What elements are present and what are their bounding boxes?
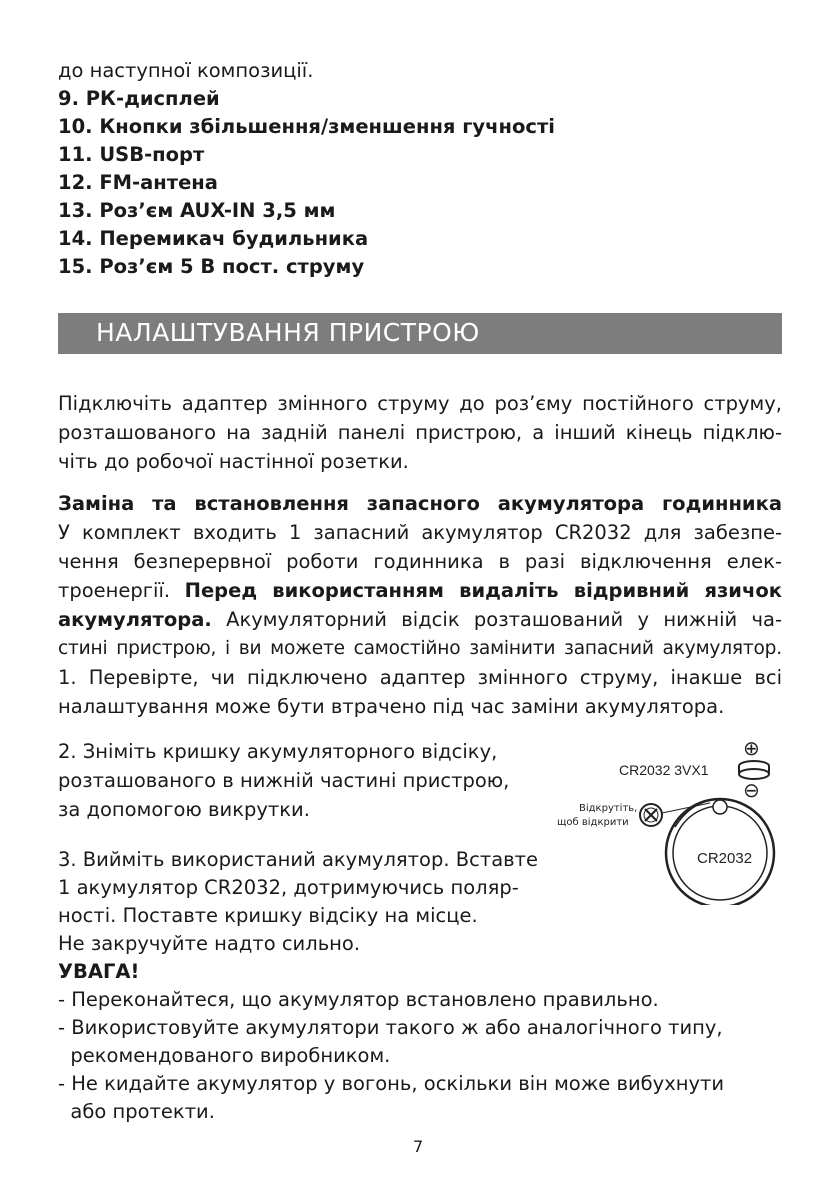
setup-line: Підключіть адаптер змінного струму до роз’єму постійного струму, [58,392,782,415]
step2-line: за допомогою викрутки. [58,798,310,821]
list-item: 13. Роз’єм AUX-IN 3,5 мм [58,199,336,222]
device-outline [666,799,774,905]
setup-line: розташованого на задній панелі пристрою, а інший кінець підклю- [58,421,782,444]
battery-line-mixed [58,606,782,635]
battery-line-mixed [58,577,782,606]
setup-line: чіть до робочої настінної розетки. [58,450,409,473]
section-banner [58,313,782,354]
list-item: 14. Перемикач будильника [58,227,369,250]
battery-line: налаштування може бути втрачено під час заміни акумулятора. [58,695,725,718]
step3-line: Не закручуйте надто сильно. [58,932,361,955]
battery-line: стині пристрою, і ви можете самостійно замінити запасний акумулятор. [58,638,782,659]
step3-line: 1 акумулятор CR2032, дотримуючись поляр- [58,876,519,899]
plus-icon: ⊕ [743,736,760,760]
battery-text: троенергії. [58,579,171,602]
battery-warning-text: Перед використанням видаліть відривний язичок [184,579,782,602]
coin-battery-icon [739,736,769,802]
battery-line: чення безперервної роботи годинника в разі відключення елек- [58,550,782,573]
battery-warning-text: акумулятора. [58,608,212,631]
warning-line: - Не кидайте акумулятор у вогонь, оскільки він може вибухнути [58,1072,725,1095]
list-item: 9. РК-дисплей [58,87,220,110]
cover-label: CR2032 [697,850,753,867]
list-item: 12. FM-антена [58,171,218,194]
section-title: НАЛАШТУВАННЯ ПРИСТРОЮ [96,318,480,347]
list-item: 10. Кнопки збільшення/зменшення гучності [58,115,555,138]
warning-line: або протекти. [58,1100,215,1123]
warning-line: - Переконайтеся, що акумулятор встановлено правильно. [58,988,659,1011]
screw-caption: щоб відкрити [557,817,629,828]
battery-diagram [535,735,785,905]
step2-line: розташованого в нижній частині пристрою, [58,769,510,792]
warning-title: УВАГА! [58,960,140,983]
battery-label: CR2032 3VX1 [619,762,709,778]
step3-line: 3. Вийміть використаний акумулятор. Вставте [58,848,538,871]
minus-icon: ⊖ [743,778,760,802]
screw-caption: Відкрутіть, [579,803,638,814]
list-item: 11. USB-порт [58,143,205,166]
page-number: 7 [413,1137,424,1156]
warning-line: - Використовуйте акумулятори такого ж або аналогічного типу, [58,1016,723,1039]
warning-line: рекомендованого виробником. [58,1044,391,1067]
list-item: 15. Роз’єм 5 В пост. струму [58,255,365,278]
battery-line: 1. Перевірте, чи підключено адаптер змінного струму, інакше всі [58,666,782,689]
battery-heading: Заміна та встановлення запасного акумулятора годинника [58,492,782,515]
step3-line: ності. Поставте кришку відсіку на місце. [58,904,478,927]
intro-tail: до наступної композиції. [58,59,314,82]
battery-line: У комплект входить 1 запасний акумулятор CR2032 для забезпе- [58,521,782,544]
step2-line: 2. Зніміть кришку акумуляторного відсіку, [58,740,498,763]
battery-text: Акумуляторний відсік розташований у нижній ча- [226,608,782,631]
